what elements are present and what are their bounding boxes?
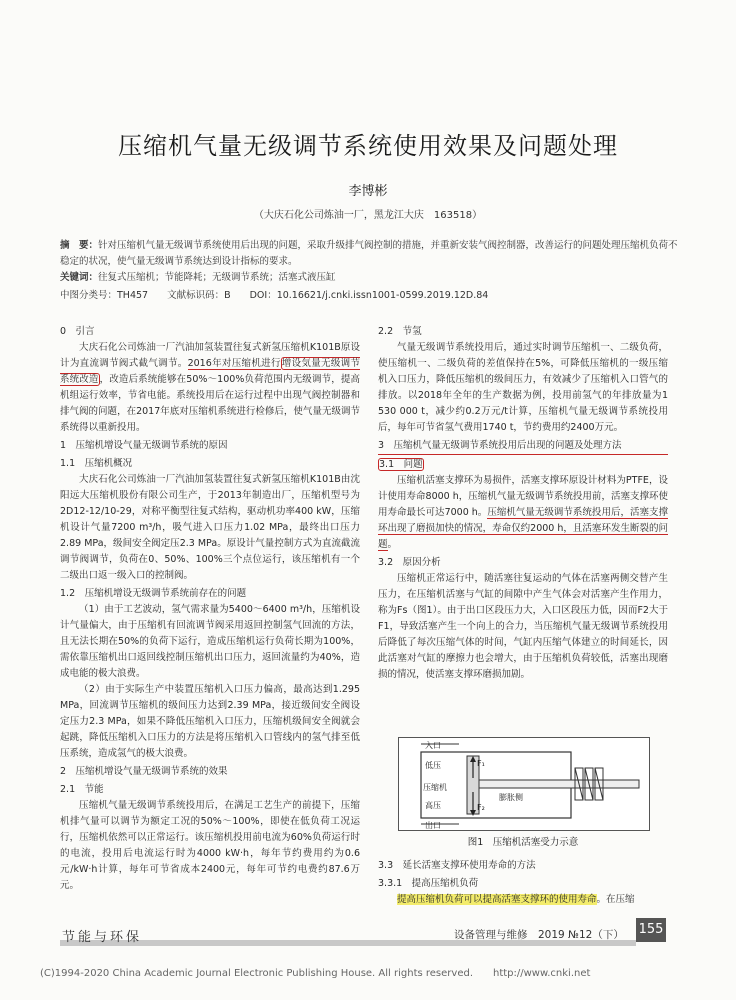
label-high: 高压: [425, 801, 441, 810]
hydrogen-paragraph: [378, 340, 668, 436]
page-number: 155: [636, 918, 666, 942]
footer-journal-section: 节能与环保: [62, 930, 143, 945]
author-name: 李博彬: [348, 184, 388, 199]
label-f1: F₁: [477, 759, 485, 768]
section-2-title: 2 压缩机增设气量无级调节系统的效果: [60, 766, 228, 777]
label-low: 低压: [425, 761, 441, 770]
section-1-2-title: 1.2 压缩机增设无级调节系统前存在的问题: [60, 588, 247, 599]
section-3-title: 3 压缩机气量无级调节系统投用后出现的问题及处理方法: [378, 438, 668, 455]
section-3-3-title: 3.3 延长活塞支撑环使用寿命的方法: [378, 860, 536, 871]
keywords: [60, 270, 680, 286]
section-3-3-1-title: 3.3.1 提高压缩机负荷: [378, 878, 479, 889]
energy-paragraph: 压缩机气量无级调节系统投用后，在满足工艺生产的前提下，压缩机排气量可以调节为额定工况的50%～100%，即使在低负荷工况运行，压缩机依然可以正常运行。该压缩机投用前电流为60%负荷运行时的电流，投用后电流运行时为4000 kW·h，每年节约费用约为0.6元/kW·h计算，每年可节省成本2400元，每年可节约电费约87.6万元。: [60, 800, 360, 891]
problem-paragraph-1: （1）由于工艺波动，氢气需求量为5400～6400 m³/h，压缩机设计气量偏大，由于压缩机有回流调节阀采用返回控制氢气回流的方法，且无法长期在50%的负荷下运行，造成压缩机运行负荷长期为100%，需依靠压缩机出口返回线控制压缩机出口压力，返回流量约为40%，造成电能的极大浪费。: [60, 604, 360, 679]
piston-diagram: [399, 738, 649, 830]
piston-rod: [479, 780, 639, 788]
copyright-notice: (C)1994-2020 China Academic Journal Electronic Publishing House. All rights reserved. http://www.cnki.net: [40, 968, 591, 979]
section-3-1-title: [378, 457, 668, 473]
paper-title: 压缩机气量无级调节系统使用效果及问题处理: [118, 132, 618, 160]
footer-journal-issue: 设备管理与维修 2019 №12（下）: [454, 929, 624, 941]
issue-text-c: 。: [387, 539, 398, 550]
label-inlet: 入口: [425, 741, 441, 750]
intro-text-b: ，改造后系统能够在50%～100%负荷范围内无级调节，提高机组运行效率，节省电能。系统投用后在运行过程中出现气阀控制器和排气阀的问题，在2017年底对压缩机系统进行检修后，使气量无级调节系统得以重新投用。: [60, 374, 360, 433]
label-f2: F₂: [477, 803, 485, 812]
classification-line: 中图分类号：TH457 文献标识码：B DOI：10.16621/j.cnki.issn1001-0599.2019.12D.84: [60, 290, 489, 301]
intro-highlight-2: 增设気量无级调节系统改造: [60, 358, 360, 385]
figure-1-caption: 图1 压缩机活塞受力示意: [467, 837, 579, 848]
figure-1: [398, 737, 650, 831]
label-piston: 压缩机: [423, 783, 447, 792]
section-1-title: 1 压缩机增设气量无级调节系统的原因: [60, 440, 228, 451]
intro-highlight-1: 2016年对压缩机进行: [187, 358, 281, 369]
right-column-bottom: [378, 856, 668, 908]
section-1-1-title: 1.1 压缩机概况: [60, 458, 133, 469]
left-column: [60, 322, 360, 894]
section-0-title: 0 引言: [60, 326, 95, 337]
right-column: [378, 322, 668, 683]
abstract-text: 针对压缩机气量无级调节系统使用后出现的问题，采取升级排气阀控制的措施，并重新安装气阀控制器，改善运行的问题处理压缩机负荷不稳定的状况，使气量无级调节系统达到设计指标的要求。: [60, 240, 678, 267]
section-3-2-title: 3.2 原因分析: [378, 557, 441, 568]
abstract-label: 摘 要：: [60, 240, 99, 251]
label-fluid: 膨胀侧: [499, 793, 523, 802]
load-text-b: 。在压缩: [596, 894, 635, 905]
cause-paragraph: 压缩机正常运行中，随活塞往复运动的气体在活塞两侧交替产生压力，在压缩机活塞与气缸的间隙中产生气体会对活塞产生作用力，称为Fs（图1）。由于出口区段压力大，入口区段压力低，因而F2大于F1，导致活塞产生一个向上的合力，当压缩机气量无级调节系统投用后降低了每次压缩气体的时间，气缸内压缩气体建立的时间延长，因此活塞对气缸的摩擦力也会增大，由于压缩机负荷较低，活塞出现磨损的情况，使活塞支撑环磨损加剧。: [378, 573, 668, 680]
load-paragraph: [378, 892, 668, 908]
section-2-1-title: 2.1 节能: [60, 784, 104, 795]
packing-rings: [575, 768, 603, 800]
problem-paragraph-2: （2）由于实际生产中装置压缩机入口压力偏高，最高达到1.295 MPa，回流调节压缩机的级间压力达到2.39 MPa，接近级间安全阀设定压力2.3 MPa，如果不降低压缩机入口压力，压缩机级间安全阀就会起跳，降低压缩机入口压力的方法是将压缩机入口管线内的氢气排至低压系统，造成氢气的极大浪费。: [60, 684, 360, 759]
keywords-text: 往复式压缩机；节能降耗；无级调节系统；活塞式液压缸: [98, 272, 336, 283]
label-outlet: 出口: [425, 821, 441, 830]
hydrogen-text-b: 1 530 000 t，减少约0.2万元/t计算，压缩机气量无级调节系统投用后，每年可节省氢气费用1740 t，节约费用约2400万元。: [378, 390, 668, 433]
issue-highlight: 压缩机气量无级调节系统投用后，活塞支撑环出现了磨损加快的情况，寿命仅约2000 h，且活塞环发生断裂的问题: [378, 507, 668, 550]
issue-text-a: 压缩机活塞支撑环为易损件，活塞支撑环原设计材料为PTFE，设计使用寿命8000 h，压缩机气量无级调节系统投用前，活塞支撑环使用寿命最长可达7000 h。: [378, 475, 668, 518]
keywords-label: 关键词：: [60, 272, 99, 283]
hydrogen-text-a: 气量无级调节系统投用后，通过实时调节压缩机一、二级负荷，使压缩机一、二级负荷的差值保持在5%，可降低压缩机的一级压缩机入口压力，降低压缩机的级间压力，有效减少了压缩机入口管气的排放。以2018年全年的生产数据为例，投用前氢气的年排放量为: [378, 342, 668, 401]
load-highlight: 提高压缩机负荷可以提高活塞支撑环的使用寿命: [397, 894, 597, 905]
section-2-2-title: 2.2 节氢: [378, 326, 422, 337]
abstract: [60, 238, 680, 270]
issue-paragraph: [378, 473, 668, 553]
intro-text-a: 大庆石化公司炼油一厂汽油加氢装置往复式新氢压缩机K101B原设计为直流调节阀式截气调节。: [60, 342, 360, 369]
affiliation: （大庆石化公司炼油一厂，黑龙江大庆 163518）: [253, 210, 483, 221]
section-3-1-label: 3.1 问题: [379, 459, 423, 470]
overview-paragraph: 大庆石化公司炼油一厂汽油加氢装置往复式新氢压缩机K101B由沈阳远大压缩机股份有限公司生产，于2013年制造出厂，压缩机型号为2D12-12/10-29，对称平衡型往复式结构，驱动机功率400 kW，压缩机设计气量7200 m³/h，吸气进入口压力1.02 MPa，最终出口压力2.89 MPa，级间安全阀定压2.3 MPa。原设计气量控制方式为直流截流调节阀调节，负荷在0、50%、100%三个点位运行，该压缩机有一个二级出口返一级入口的控制阀。: [60, 474, 360, 581]
intro-paragraph: [60, 340, 360, 436]
